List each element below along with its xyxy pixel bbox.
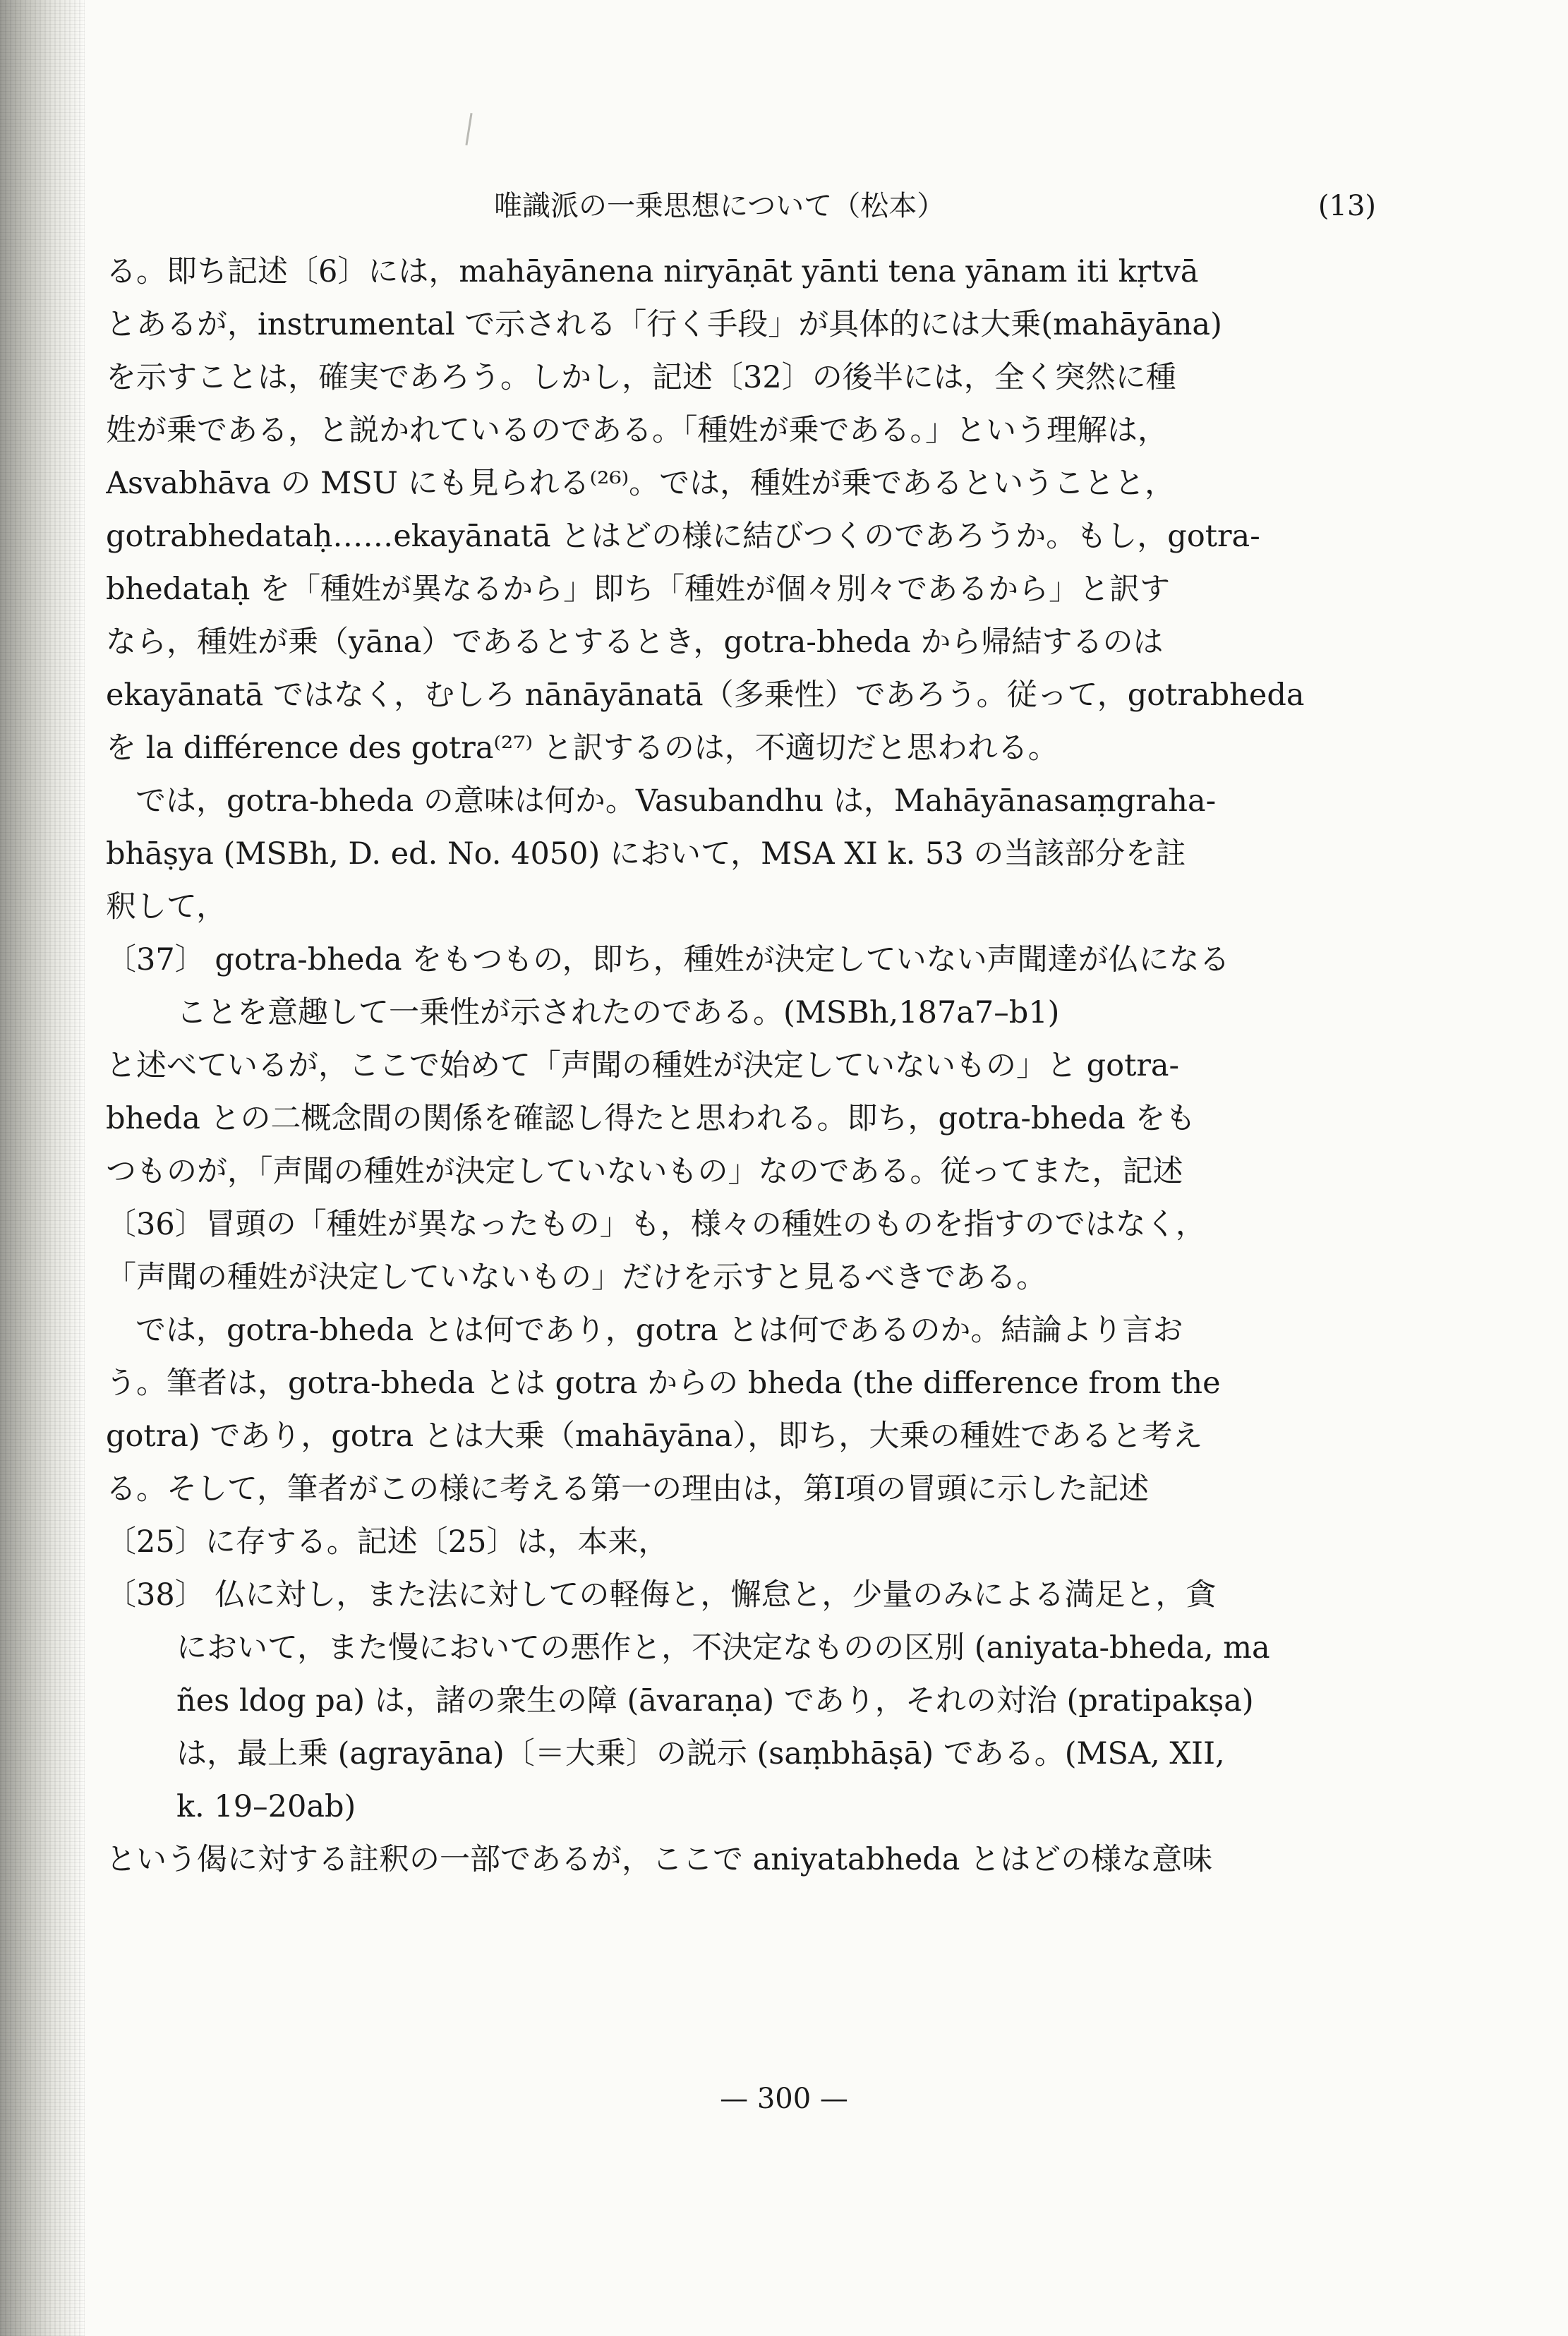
text-line: bheda との二概念間の関係を確認し得たと思われる。即ち，gotra-bheda をも <box>106 1101 1196 1136</box>
text-line: bhedataḥ を「種姓が異なるから」即ち「種姓が個々別々であるから」と訳す <box>106 572 1171 607</box>
text-line: つものが，「声聞の種姓が決定していないもの」なのである。従ってまた，記述 <box>106 1154 1183 1189</box>
text-line: を la différence des gotra⁽²⁷⁾ と訳するのは，不適切だと思われる。 <box>106 730 1059 766</box>
page-reference: (13) <box>1317 190 1376 222</box>
text-line: ekayānatā ではなく，むしろ nānāyānatā（多乗性）であろう。従って，gotrabheda <box>106 678 1305 713</box>
text-line: 姓が乗である，と説かれているのである。「種姓が乗である。」という理解は， <box>106 413 1168 448</box>
text-line: る。そして，筆者がこの様に考える第一の理由は，第Ⅰ項の冒頭に示した記述 <box>106 1471 1150 1507</box>
text-line: において，また慢においての悪作と，不決定なものの区別 (aniyata-bheda, ma <box>176 1630 1270 1666</box>
text-line: 〔38〕 仏に対し，また法に対しての軽侮と，懈怠と，少量のみによる満足と，貪 <box>106 1577 1217 1613</box>
body-text <box>106 246 1376 1886</box>
text-line: では，gotra-bheda とは何であり，gotra とは何であるのか。結論より言お <box>135 1313 1183 1348</box>
text-line: k. 19–20ab) <box>176 1789 356 1824</box>
running-title: 唯識派の一乗思想について（松本） <box>494 190 946 222</box>
text-line: Asvabhāva の MSU にも見られる⁽²⁶⁾。では，種姓が乗であるということと， <box>106 466 1176 501</box>
text-line: なら，種姓が乗（yāna）であるとするとき，gotra-bheda から帰結するのは <box>106 625 1164 660</box>
running-head <box>494 181 1376 231</box>
text-line: 〔37〕 gotra-bheda をもつもの，即ち，種姓が決定していない声聞達が仏になる <box>106 942 1230 977</box>
text-line: gotra) であり，gotra とは大乗（mahāyāna），即ち，大乗の種姓であると考え <box>106 1419 1203 1454</box>
text-line: では，gotra-bheda の意味は何か。Vasubandhu は，Mahāyānasaṃgraha- <box>135 783 1217 819</box>
text-line: という偈に対する註釈の一部であるが，ここで aniyatabheda とはどの様な意味 <box>106 1842 1213 1877</box>
text-line: を示すことは，確実であろう。しかし，記述〔32〕の後半には，全く突然に種 <box>106 360 1176 395</box>
text-line: と述べているが，ここで始めて「声聞の種姓が決定していないもの」と gotra- <box>106 1048 1180 1083</box>
text-line: 〔25〕に存する。記述〔25〕は，本来， <box>106 1524 669 1560</box>
text-line: 釈して， <box>106 889 227 925</box>
text-line: は，最上乗 (agrayāna)〔＝大乗〕の説示 (saṃbhāṣā) である。(MSA, XII, <box>176 1736 1225 1771</box>
text-line: gotrabhedataḥ……ekayānatā とはどの様に結びつくのであろうか。もし，gotra- <box>106 519 1260 554</box>
page-number: — 300 — <box>720 2083 848 2115</box>
pencil-mark <box>465 113 472 145</box>
text-line: ñes ldog pa) は，諸の衆生の障 (āvaraṇa) であり，それの対治 (pratipakṣa) <box>176 1683 1254 1718</box>
text-line: 〔36〕冒頭の「種姓が異なったもの」も，様々の種姓のものを指すのではなく， <box>106 1207 1206 1242</box>
text-line: る。即ち記述〔6〕には，mahāyānena niryāṇāt yānti tena yānam iti kṛtvā <box>106 254 1199 289</box>
text-line: う。筆者は，gotra-bheda とは gotra からの bheda (the difference from the <box>106 1366 1221 1401</box>
text-line: 「声聞の種姓が決定していないもの」だけを示すと見るべきである。 <box>106 1260 1047 1295</box>
scan-binding-shadow <box>0 0 85 2336</box>
text-line: とあるが，instrumental で示される「行く手段」が具体的には大乗(mahāyāna) <box>106 307 1222 342</box>
text-line: bhāṣya (MSBh, D. ed. No. 4050) において，MSA XI k. 53 の当該部分を註 <box>106 836 1186 872</box>
text-line: ことを意趣して一乗性が示されたのである。(MSBh,187a7–b1) <box>176 995 1060 1030</box>
